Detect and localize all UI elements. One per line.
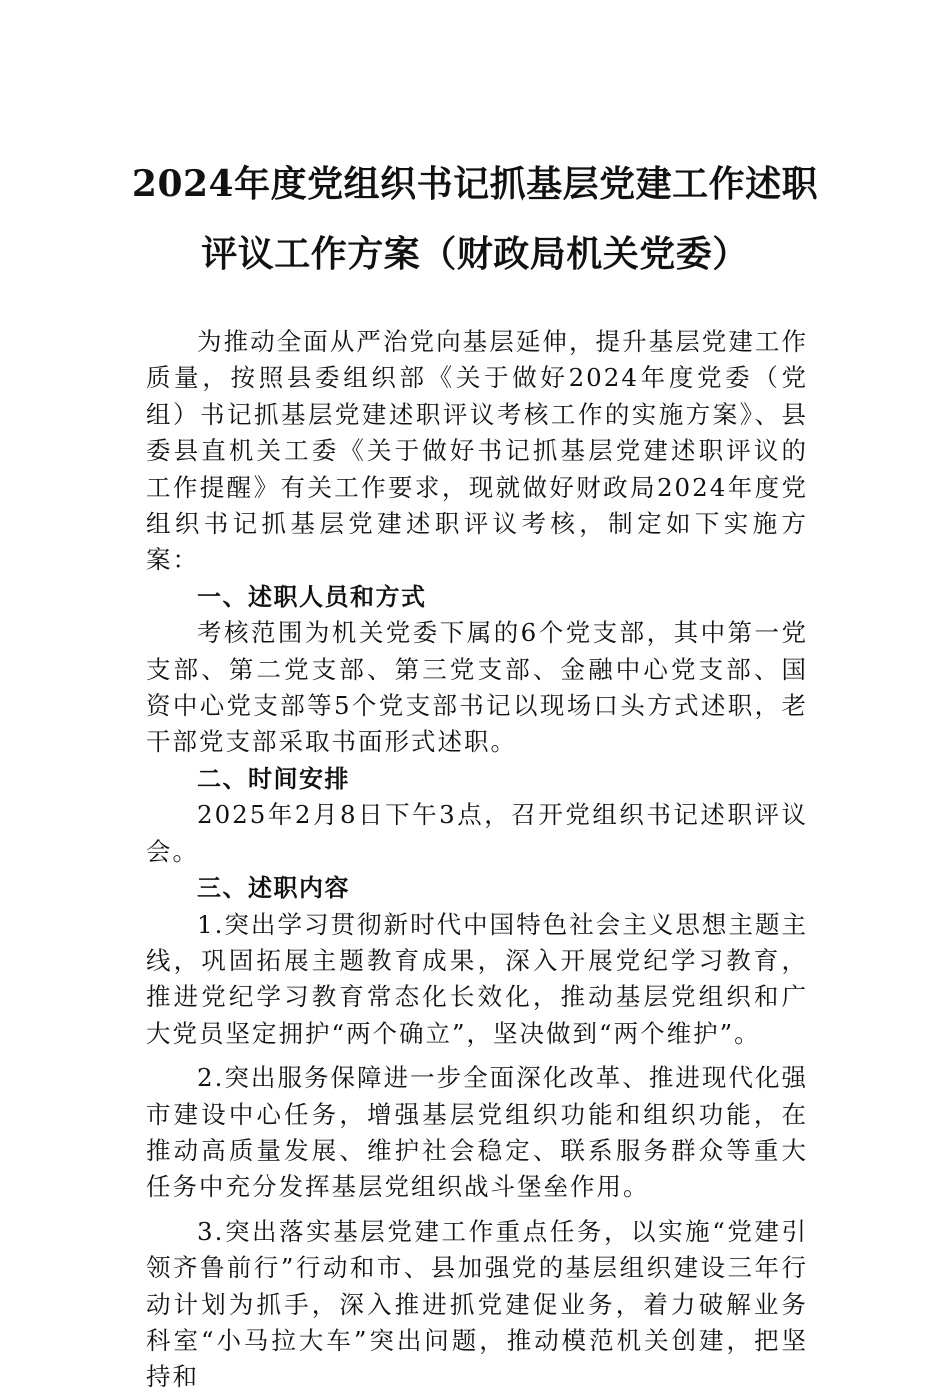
section-paragraph: 2025年2月8日下午3点，召开党组织书记述职评议会。	[146, 800, 808, 866]
section-heading: 一、述职人员和方式	[197, 582, 427, 611]
section-heading: 二、时间安排	[197, 764, 350, 793]
document-title-line-2: 评议工作方案（财政局机关党委）	[201, 233, 749, 275]
section-heading: 三、述职内容	[197, 874, 350, 903]
content-item-3: 3.突出落实基层党建工作重点任务，以实施“党建引领齐鲁前行”行动和市、县加强党的基层组织建设三年行动计划为抓手，深入推进抓党建促业务，着力破解业务科室“小马拉大车”突出问题，推动模范机关创建，把坚持和	[146, 1216, 808, 1392]
section-paragraph: 考核范围为机关党委下属的6个党支部，其中第一党支部、第二党支部、第三党支部、金融中心党支部、国资中心党支部等5个党支部书记以现场口头方式述职，老干部党支部采取书面形式述职。	[146, 618, 808, 757]
content-item-2: 2.突出服务保障进一步全面深化改革、推进现代化强市建设中心任务，增强基层党组织功能和组织功能，在推动高质量发展、维护社会稳定、联系服务群众等重大任务中充分发挥基层党组织战斗堡垒作用。	[146, 1063, 808, 1202]
document-title-line-1: 2024年度党组织书记抓基层党建工作述职	[131, 163, 819, 205]
content-item-1: 1.突出学习贯彻新时代中国特色社会主义思想主题主线，巩固拓展主题教育成果，深入开展党纪学习教育，推进党纪学习教育常态化长效化，推动基层党组织和广大党员坚定拥护“两个确立”，坚决做到“两个维护”。	[146, 909, 808, 1048]
intro-paragraph: 为推动全面从严治党向基层延伸，提升基层党建工作质量，按照县委组织部《关于做好2024年度党委（党组）书记抓基层党建述职评议考核工作的实施方案》、县委县直机关工委《关于做好书记抓基层党建述职评议的工作提醒》有关工作要求，现就做好财政局2024年度党组织书记抓基层党建述职评议考核，制定如下实施方案：	[146, 327, 808, 575]
document-body	[146, 324, 808, 1396]
